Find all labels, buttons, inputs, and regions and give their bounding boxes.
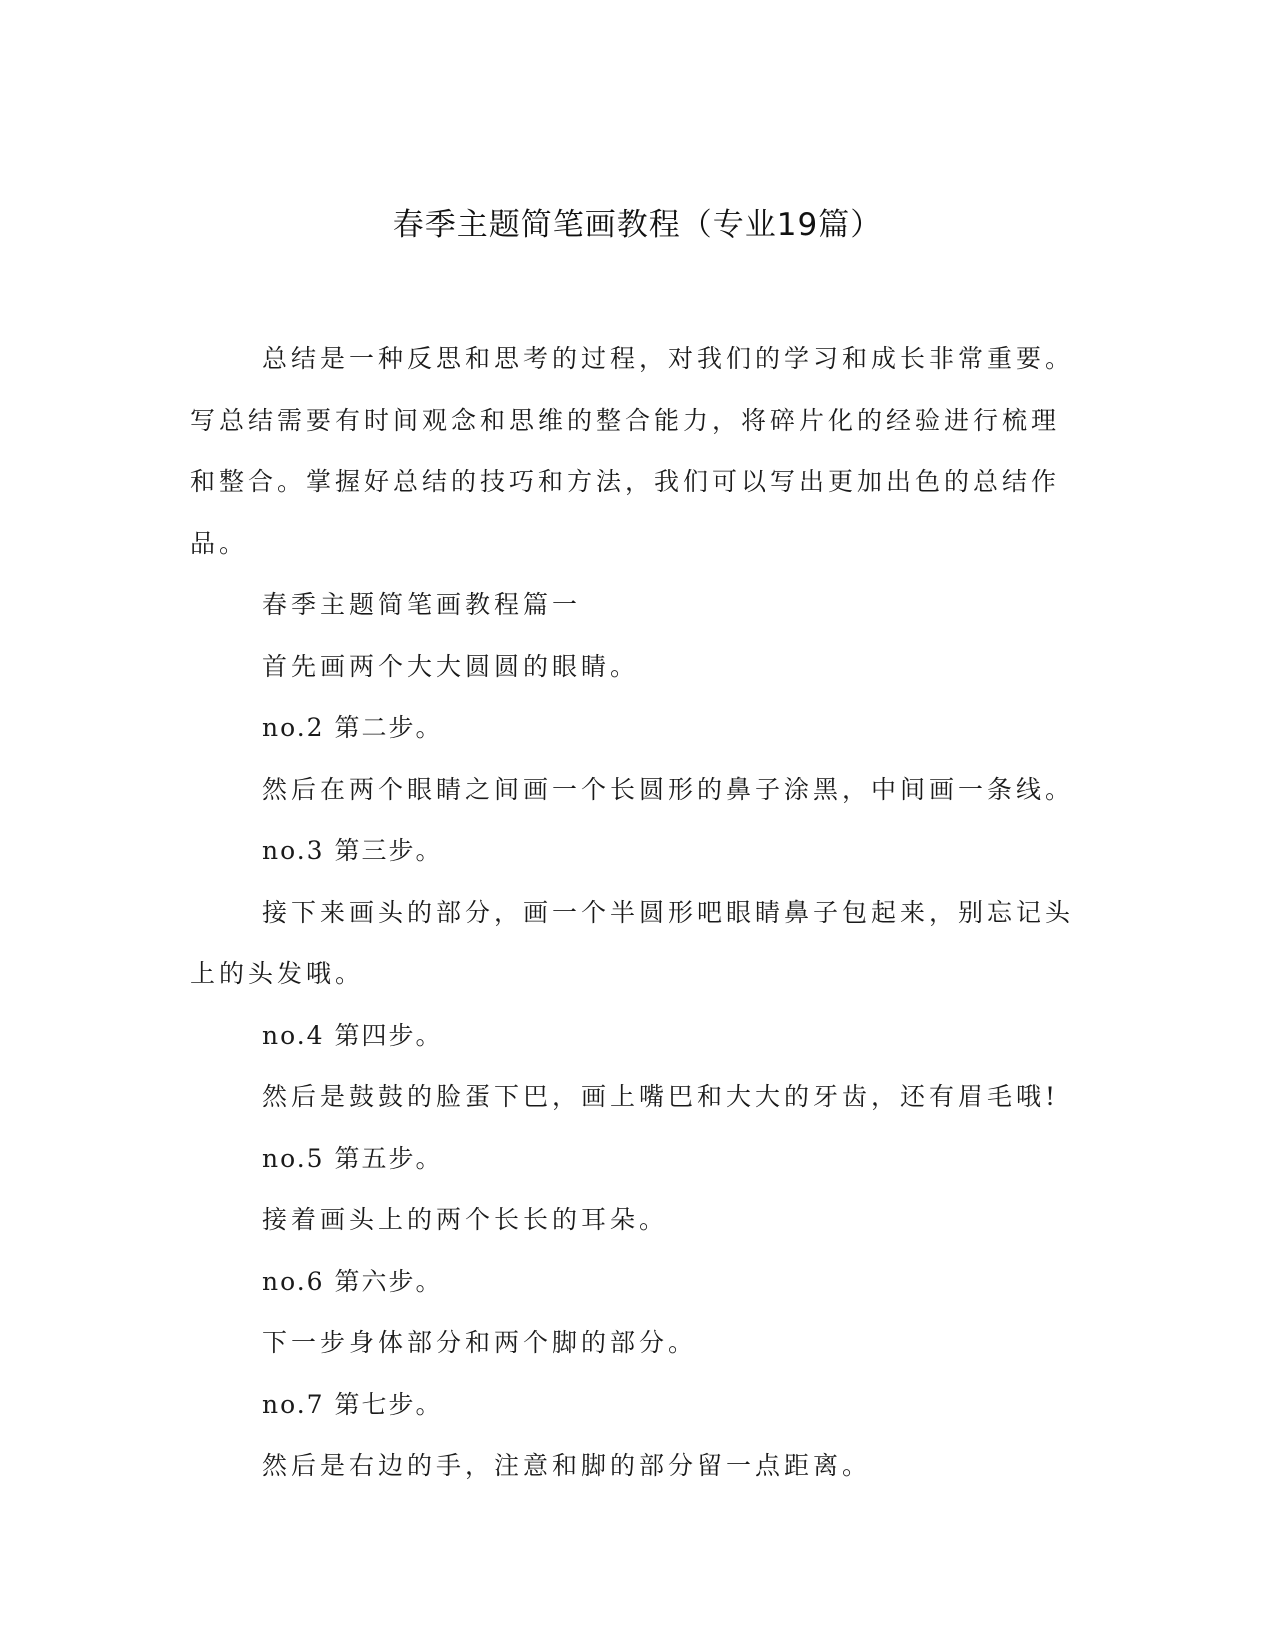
intro-paragraph: 总结是一种反思和思考的过程，对我们的学习和成长非常重要。写总结需要有时间观念和思维的整合能力，将碎片化的经验进行梳理和整合。掌握好总结的技巧和方法，我们可以写出更加出色的总结作品。 <box>190 344 1075 558</box>
step-label: no.3 第三步。 <box>262 836 443 865</box>
document-title: 春季主题简笔画教程（专业19篇） <box>392 207 883 243</box>
document-body <box>190 328 1080 1497</box>
step-text: 然后是右边的手，注意和脚的部分留一点距离。 <box>262 1451 872 1480</box>
step-label: no.2 第二步。 <box>262 713 443 742</box>
step-text: 首先画两个大大圆圆的眼睛。 <box>262 651 640 681</box>
step-text: 接着画头上的两个长长的耳朵。 <box>262 1205 669 1234</box>
step-text: 下一步身体部分和两个脚的部分。 <box>262 1328 698 1357</box>
step-label: no.4 第四步。 <box>262 1020 443 1050</box>
step-text: 然后是鼓鼓的脸蛋下巴，画上嘴巴和大大的牙齿，还有眉毛哦! <box>262 1082 1060 1111</box>
step-text: 然后在两个眼睛之间画一个长圆形的鼻子涂黑，中间画一条线。 <box>262 774 1075 804</box>
step-label: no.5 第五步。 <box>262 1143 443 1173</box>
section-heading: 春季主题简笔画教程篇一 <box>262 590 582 619</box>
step-label: no.6 第六步。 <box>262 1266 443 1296</box>
step-label: no.7 第七步。 <box>262 1389 443 1419</box>
step-text: 接下来画头的部分，画一个半圆形吧眼睛鼻子包起来，别忘记头上的头发哦。 <box>190 897 1075 988</box>
